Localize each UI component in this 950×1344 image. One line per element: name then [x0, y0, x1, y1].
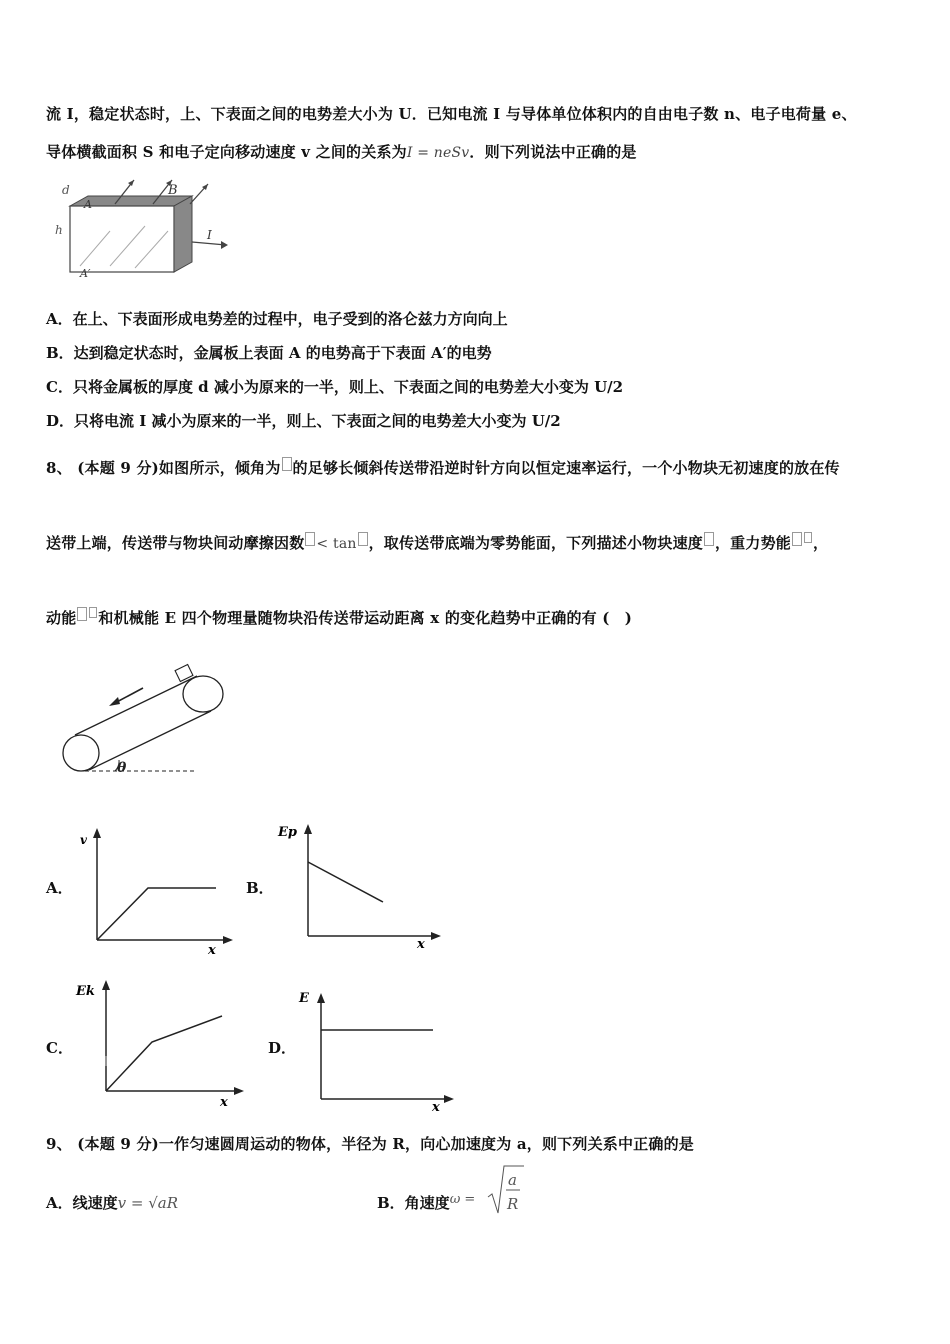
label-B: B [168, 183, 178, 198]
graph-c-xlabel: x [220, 1095, 228, 1110]
graph-c [72, 978, 247, 1110]
graph-b-xlabel: x [417, 937, 425, 952]
graph-d-xlabel: x [432, 1100, 440, 1115]
graph-b-label: B． [246, 879, 274, 897]
theta-placeholder-icon [358, 532, 368, 546]
label-d: d [62, 183, 70, 197]
q7-option-d: D．只将电流 I 减小为原来的一半，则上、下表面之间的电势差大小变为 U/2 [46, 412, 561, 430]
q8-stem-line2 [46, 532, 828, 553]
label-A-prime: A′ [80, 267, 91, 280]
label-A: A [84, 198, 92, 211]
label-h: h [55, 223, 63, 237]
ek-sub-placeholder-icon [89, 607, 97, 618]
graph-d-label: D． [268, 1039, 297, 1057]
q7-formula: I = neSv [406, 145, 470, 161]
q9-stem: 9、 (本题 9 分)一作匀速圆周运动的物体，半径为 R，向心加速度为 a，则下列关系中正确的是 [46, 1135, 694, 1153]
q7-option-a: A．在上、下表面形成电势差的过程中，电子受到的洛仑兹力方向向上 [46, 310, 508, 328]
q8-conveyor-figure [55, 660, 235, 780]
graph-a-ylabel: v [80, 833, 87, 847]
q8-lt-tan: < tan [316, 536, 357, 552]
graph-a [70, 826, 240, 958]
q9-option-b-numerator: a [508, 1171, 517, 1189]
graph-d [292, 985, 462, 1115]
q8-line2b: ，取传送带底端为零势能面，下列描述小物块速度 [368, 534, 703, 552]
q7-option-b: B．达到稳定状态时，金属板上表面 A 的电势高于下表面 A′的电势 [46, 344, 492, 362]
graph-c-label: C． [46, 1039, 73, 1057]
mu-placeholder-icon [305, 532, 315, 546]
q9-option-a [46, 1192, 178, 1213]
q8-line2d: ， [813, 534, 829, 552]
q7-metal-plate-figure [50, 176, 235, 281]
q7-stem-line2b: ．则下列说法中正确的是 [469, 143, 637, 161]
graph-b-ylabel: Ep [278, 825, 297, 840]
q9-option-b-lhs: ω = [449, 1192, 476, 1207]
q7-stem-line1: 流 I，稳定状态时，上、下表面之间的电势差大小为 U．已知电流 I 与导体单位体积内的自由电子数 n、电子电荷量 e、 [46, 105, 857, 123]
ep-placeholder-icon [792, 532, 802, 546]
theta-placeholder-icon [282, 457, 292, 471]
graph-a-label: A． [46, 879, 73, 897]
q8-line3b: 和机械能 E 四个物理量随物块沿传送带运动距离 x 的变化趋势中正确的有 ( ) [98, 609, 633, 627]
q8-line2a: 送带上端，传送带与物块间动摩擦因数 [46, 534, 305, 552]
graph-a-xlabel: x [208, 943, 216, 958]
q8-line1b: 的足够长倾斜传送带沿逆时针方向以恒定速率运行，一个小物块无初速度的放在传 [292, 459, 840, 477]
graph-d-ylabel: E [299, 991, 309, 1006]
q9-option-a-formula: v = √aR [117, 1194, 179, 1212]
q8-line3a: 动能 [46, 609, 77, 627]
q8-line2c: ，重力势能 [714, 534, 791, 552]
label-I: I [207, 228, 212, 242]
q8-stem-line3 [46, 607, 632, 628]
q7-option-c: C．只将金属板的厚度 d 减小为原来的一半，则上、下表面之间的电势差大小变为 U/2 [46, 378, 624, 396]
q9-option-b-sqrt-fraction [486, 1163, 526, 1217]
q7-stem-line2 [46, 141, 637, 162]
ek-placeholder-icon [77, 607, 87, 621]
v-placeholder-icon [704, 532, 714, 546]
q9-option-b [377, 1192, 475, 1213]
q9-option-a-text: A．线速度 [46, 1194, 118, 1212]
q8-line1a: 8、 (本题 9 分)如图所示，倾角为 [46, 459, 281, 477]
q7-stem-line2a: 导体横截面积 S 和电子定向移动速度 v 之间的关系为 [46, 143, 407, 161]
q9-option-b-denominator: R [507, 1195, 519, 1213]
graph-c-ylabel: Ek [76, 984, 95, 999]
theta-label: θ [117, 760, 127, 776]
q9-option-b-text: B．角速度 [377, 1194, 450, 1212]
graph-b [275, 818, 445, 953]
q8-stem-line1 [46, 457, 840, 478]
ep-sub-placeholder-icon [804, 532, 812, 543]
